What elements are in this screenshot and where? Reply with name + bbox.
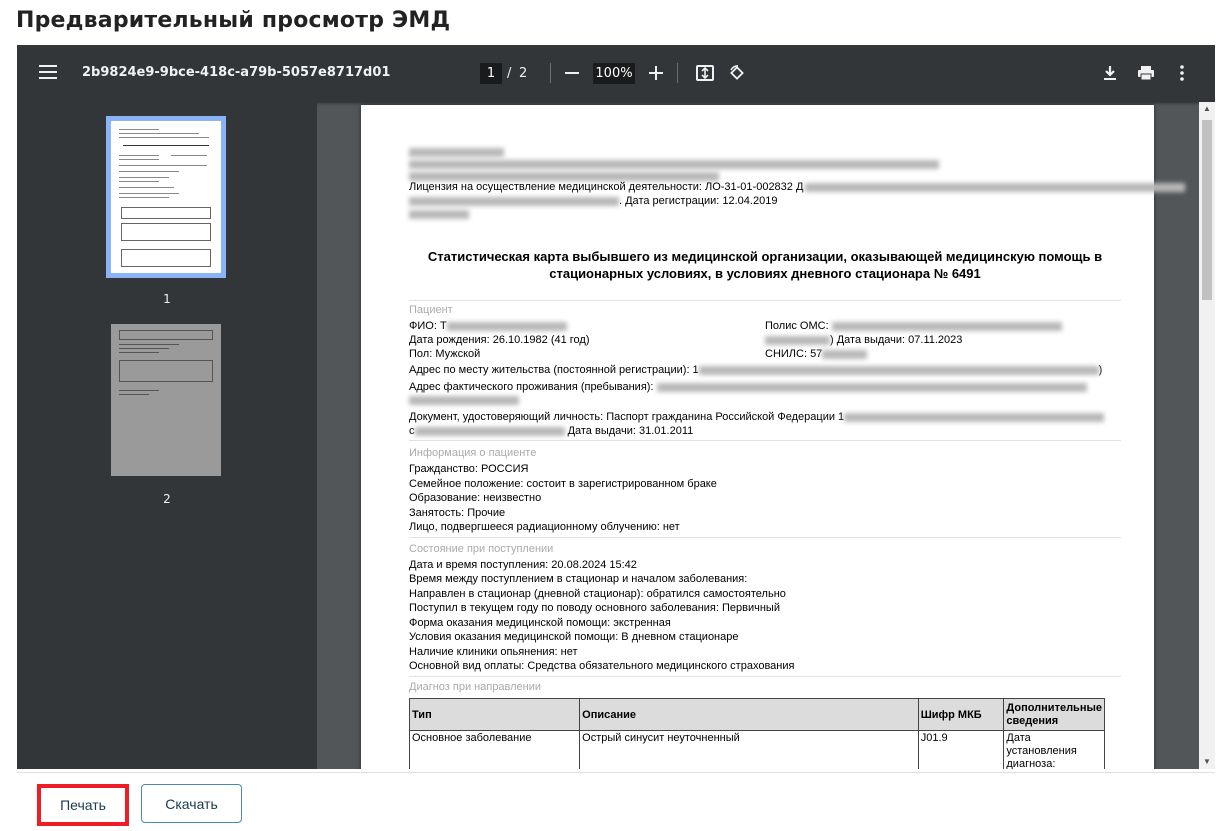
- zoom-out-icon[interactable]: [560, 61, 584, 85]
- document-title: Статистическая карта выбывшего из медицинской организации, оказывающей медицинскую помощь в стационарных условиях, в условиях дневного стационара № 6491: [427, 249, 1103, 281]
- table-cell: Основное заболевание: [410, 731, 580, 770]
- print-icon[interactable]: [1134, 61, 1158, 85]
- menu-icon[interactable]: [39, 65, 57, 81]
- table-header-row: [410, 699, 1105, 731]
- download-icon[interactable]: [1098, 61, 1122, 85]
- table-cell: J01.9: [918, 731, 1004, 770]
- thumbnail-page-1[interactable]: [111, 121, 221, 273]
- page-separator: /: [507, 66, 512, 81]
- admitted-this-year: Поступил в текущем году по поводу основного заболевания: Первичный: [409, 602, 780, 614]
- section-divider: [409, 440, 1121, 441]
- more-icon[interactable]: [1170, 61, 1194, 85]
- section-patient: Пациент: [409, 304, 453, 316]
- toolbar-divider: [550, 63, 551, 83]
- marital-status: Семейное положение: состоит в зарегистрированном браке: [409, 478, 717, 490]
- document-page: [361, 105, 1154, 769]
- section-divider: [409, 537, 1121, 538]
- diagnosis-table: [409, 698, 1105, 769]
- registration-line: . Дата регистрации: 12.04.2019: [409, 194, 777, 208]
- patient-policy-issue: ) Дата выдачи: 07.11.2023: [765, 333, 962, 347]
- pdf-viewer: [17, 45, 1215, 769]
- rotate-icon[interactable]: [725, 61, 749, 85]
- table-header: Шифр МКБ: [918, 699, 1004, 731]
- table-header: Тип: [410, 699, 580, 731]
- print-button[interactable]: Печать: [37, 784, 129, 826]
- payment-type: Основной вид оплаты: Средства обязательного медицинского страхования: [409, 660, 795, 672]
- section-patient-info: Информация о пациенте: [409, 447, 537, 459]
- section-diagnosis: Диагноз при направлении: [409, 681, 542, 693]
- section-admission: Состояние при поступлении: [409, 543, 554, 555]
- care-form: Форма оказания медицинской помощи: экстренная: [409, 617, 671, 629]
- patient-id-document: Документ, удостоверяющий личность: Паспорт гражданина Российской Федерации 1: [409, 410, 1104, 424]
- patient-policy: Полис ОМС:: [765, 319, 1062, 333]
- table-row: [410, 731, 1105, 770]
- page-number-input[interactable]: 1: [480, 63, 502, 84]
- section-divider: [409, 300, 1121, 301]
- section-divider: [409, 676, 1121, 677]
- table-header: Дополнительные сведения: [1004, 699, 1105, 731]
- citizenship: Гражданство: РОССИЯ: [409, 463, 529, 475]
- patient-address-fact: Адрес фактического проживания (пребывания):: [409, 380, 1087, 394]
- admission-date: Дата и время поступления: 20.08.2024 15:42: [409, 559, 637, 571]
- employment: Занятость: Прочие: [409, 507, 506, 519]
- scroll-down-icon[interactable]: ▼: [1203, 757, 1211, 766]
- toolbar-divider: [677, 63, 678, 83]
- document-scrollbar[interactable]: [1199, 102, 1215, 769]
- scroll-up-icon[interactable]: ▲: [1203, 104, 1211, 113]
- zoom-level-input[interactable]: 100%: [593, 63, 635, 84]
- radiation-exposure: Лицо, подвергшееся радиационному облучению: нет: [409, 521, 680, 533]
- fit-page-icon[interactable]: [693, 61, 717, 85]
- patient-snils: СНИЛС: 57: [765, 347, 867, 361]
- patient-birth-date: Дата рождения: 26.10.1982 (41 год): [409, 334, 590, 346]
- footer-divider: [17, 772, 1215, 773]
- redacted-extra: [409, 207, 469, 221]
- table-cell: Острый синусит неуточненный: [580, 731, 919, 770]
- download-button[interactable]: Скачать: [141, 784, 242, 823]
- thumbnail-label-2: 2: [163, 492, 171, 506]
- table-cell: Дата установления диагноза:: [1004, 731, 1105, 770]
- redacted-address-cont: [409, 393, 519, 407]
- referral: Направлен в стационар (дневной стационар): обратился самостоятельно: [409, 588, 786, 600]
- total-pages: 2: [519, 66, 528, 81]
- document-filename: 2b9824e9-9bce-418c-a79b-5057e8717d01: [82, 65, 391, 80]
- patient-address-reg: Адрес по месту жительства (постоянной регистрации): 1 ): [409, 364, 1103, 376]
- thumbnail-label-1: 1: [163, 292, 171, 306]
- scroll-thumb[interactable]: [1202, 120, 1212, 300]
- viewer-toolbar: [17, 45, 1215, 102]
- thumbnail-page-2[interactable]: [111, 324, 221, 476]
- patient-fio: ФИО: Т: [409, 319, 567, 333]
- page-title: Предварительный просмотр ЭМД: [16, 8, 451, 33]
- care-conditions: Условия оказания медицинской помощи: В дневном стационаре: [409, 631, 739, 643]
- intoxication: Наличие клиники опьянения: нет: [409, 646, 578, 658]
- table-header: Описание: [580, 699, 919, 731]
- patient-id-issue: с Дата выдачи: 31.01.2011: [409, 425, 694, 437]
- zoom-in-icon[interactable]: [644, 61, 668, 85]
- patient-gender: Пол: Мужской: [409, 348, 481, 360]
- thumbnail-sidebar: [17, 102, 317, 769]
- license-line: Лицензия на осуществление медицинской деятельности: ЛО-31-01-002832 Д: [409, 180, 1185, 194]
- document-area: [317, 102, 1215, 769]
- education: Образование: неизвестно: [409, 492, 542, 504]
- time-between: Время между поступлением в стационар и началом заболевания:: [409, 573, 748, 585]
